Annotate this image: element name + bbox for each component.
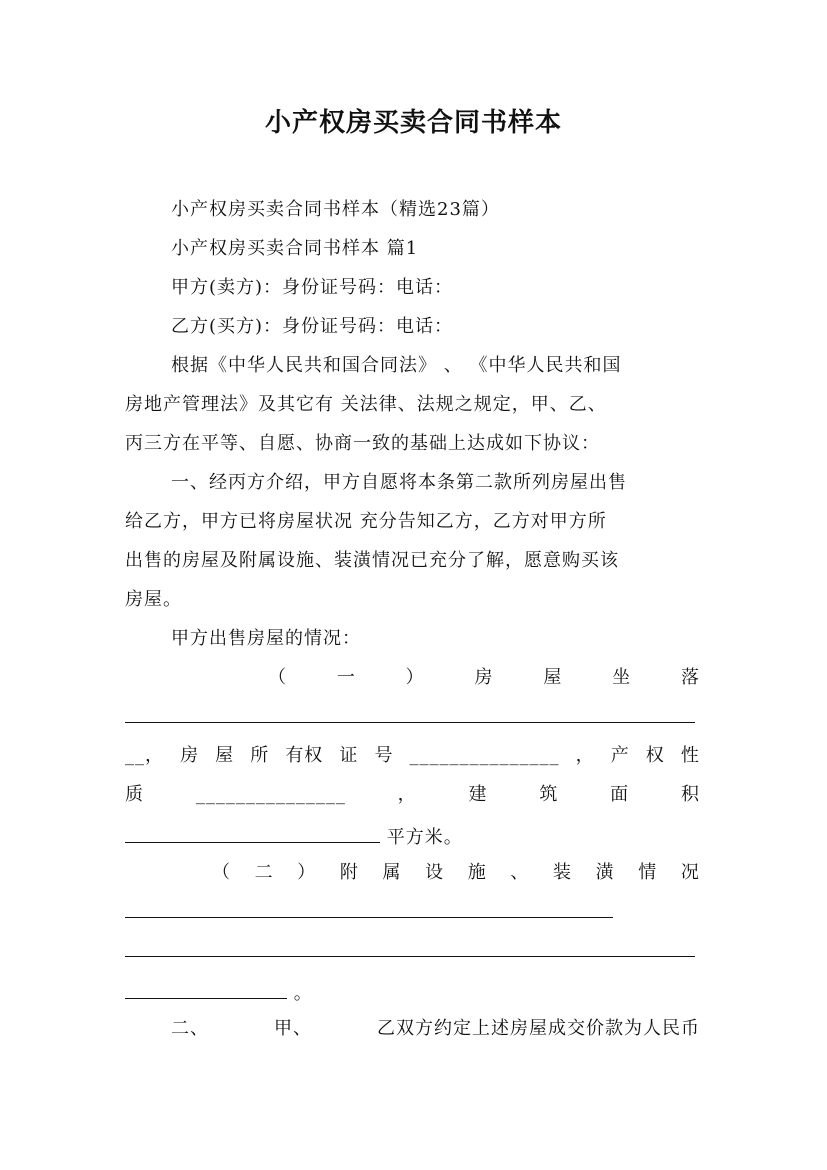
basis-line-3: 丙三方在平等、自愿、协商一致的基础上达成如下协议： — [125, 433, 600, 454]
clause2-line — [171, 1017, 700, 1041]
house-item1-token: 一 — [336, 667, 356, 688]
house-item2-token: 属 — [382, 862, 402, 883]
house-item1-token: 坐 — [612, 667, 632, 688]
clause1-line-2: 给乙方，甲方已将房屋状况 充分告知乙方，乙方对甲方所 — [125, 511, 607, 532]
ownership-token: 所 — [250, 745, 270, 766]
property-nature-token: 建 — [468, 784, 488, 805]
house-item2-token: ） — [297, 862, 317, 883]
clause1-line-1: 一、经丙方介绍，甲方自愿将本条第二款所列房屋出售 — [171, 472, 627, 493]
location-blank-line — [125, 722, 695, 723]
house-item2-token: 施 — [467, 862, 487, 883]
facilities-end-punctuation: 。 — [293, 983, 313, 1004]
ownership-token: __， — [125, 745, 164, 766]
facilities-end-line — [125, 978, 700, 1006]
ownership-token: ， — [575, 745, 595, 766]
property-nature-token: 面 — [610, 784, 630, 805]
area-line — [125, 822, 700, 850]
party-b-line: 乙方(买方)：身份证号码：电话： — [171, 316, 454, 337]
clause2-token: 二、 — [171, 1018, 209, 1039]
house-item2-token: 装 — [553, 862, 572, 883]
facilities-blank-line-1 — [125, 917, 613, 918]
house-item2-token: 情 — [638, 862, 658, 883]
property-nature-token: ， — [397, 784, 417, 805]
property-nature-token: 质 — [125, 784, 144, 805]
house-intro-line: 甲方出售房屋的情况： — [171, 628, 361, 649]
ownership-token: 产 — [610, 745, 630, 766]
house-item2-line — [212, 861, 700, 885]
house-item1-line — [268, 666, 700, 690]
ownership-token: 性 — [680, 745, 700, 766]
facilities-blank-end — [125, 978, 287, 1006]
section-heading: 小产权房买卖合同书样本 篇1 — [171, 238, 419, 259]
house-item1-token: ） — [405, 667, 425, 688]
basis-line-1 — [171, 354, 700, 378]
basis-line-2: 房地产管理法》及其它有 关法律、法规之规定，甲、乙、 — [125, 394, 607, 415]
ownership-token: 房 — [180, 745, 200, 766]
house-item2-token: 附 — [339, 862, 359, 883]
clause2-token: 甲、 — [274, 1018, 312, 1039]
ownership-token: 屋 — [215, 745, 235, 766]
property-nature-token: 筑 — [539, 784, 559, 805]
clause1-line-3: 出售的房屋及附属设施、装潢情况已充分了解，愿意购买该 — [125, 550, 619, 571]
house-item2-token: 、 — [510, 862, 530, 883]
house-item2-token: 二 — [254, 862, 274, 883]
house-item1-token: 落 — [680, 667, 700, 688]
house-item2-token: 况 — [680, 862, 700, 883]
property-nature-blank: _______________ — [195, 784, 346, 805]
property-nature-line — [125, 783, 700, 807]
ownership-line — [125, 744, 700, 768]
clause1-line-4: 房屋。 — [125, 589, 182, 610]
house-item1-token: 房 — [474, 667, 494, 688]
facilities-blank-line-2 — [125, 956, 695, 957]
house-item1-token: （ — [268, 667, 287, 688]
ownership-token: 号 — [374, 745, 394, 766]
house-item1-token: 屋 — [543, 667, 563, 688]
clause2-token: 乙双方约定上述房屋成交价款为人民币 — [377, 1018, 700, 1039]
subtitle-line: 小产权房买卖合同书样本（精选23篇） — [171, 199, 500, 220]
ownership-token: 有权 — [285, 745, 324, 766]
document-title: 小产权房买卖合同书样本 — [264, 108, 562, 138]
ownership-token: 权 — [645, 745, 665, 766]
basis-text-1: 根据《中华人民共和国合同法》 、 《中华人民共和国 — [171, 355, 622, 376]
house-item2-token: 设 — [425, 862, 445, 883]
ownership-token: 证 — [339, 745, 359, 766]
area-unit: 平方米。 — [386, 827, 463, 848]
house-item2-token: 潢 — [595, 862, 615, 883]
house-item2-token: （ — [212, 862, 231, 883]
area-blank — [125, 822, 380, 850]
party-a-line: 甲方(卖方)：身份证号码：电话： — [171, 277, 454, 298]
ownership-blank: _______________ — [409, 745, 560, 766]
property-nature-token: 积 — [680, 784, 700, 805]
